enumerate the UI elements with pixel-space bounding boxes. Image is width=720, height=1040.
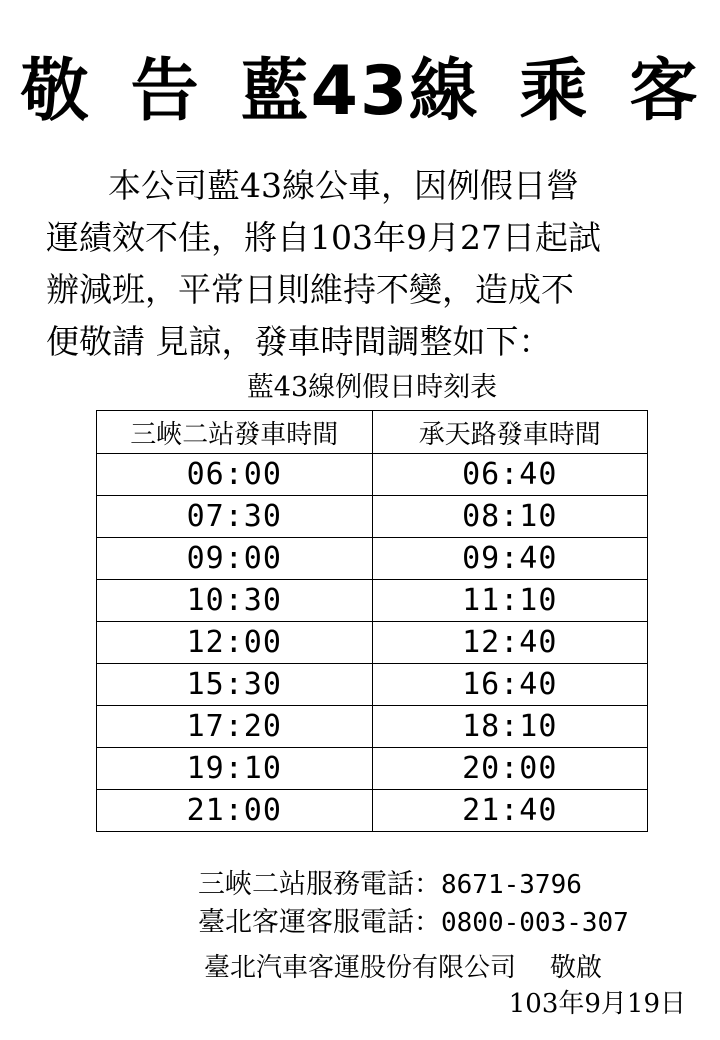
- title-word: 告: [130, 52, 201, 131]
- departure-time-chengtian: 06:40: [372, 454, 648, 496]
- departure-time-sanxia: 17:20: [97, 706, 373, 748]
- table-caption: 藍43線例假日時刻表: [246, 372, 498, 403]
- contact-label: 三峽二站服務電話：: [198, 869, 441, 900]
- departure-time-chengtian: 12:40: [372, 622, 648, 664]
- notice-title: [0, 44, 720, 140]
- notice-body: [46, 160, 696, 368]
- title-word: 客: [629, 52, 700, 131]
- company-signature: [204, 950, 602, 986]
- departure-time-chengtian: 21:40: [372, 790, 648, 832]
- departure-time-sanxia: 06:00: [97, 454, 373, 496]
- body-line: 便敬請 見諒，發車時間調整如下：: [46, 322, 552, 361]
- column-header-chengtian: 承天路發車時間: [372, 411, 648, 454]
- departure-time-sanxia: 12:00: [97, 622, 373, 664]
- departure-time-chengtian: 08:10: [372, 496, 648, 538]
- schedule-table: [96, 410, 648, 832]
- departure-time-sanxia: 10:30: [97, 580, 373, 622]
- table-row: [97, 496, 648, 538]
- column-header-sanxia: 三峽二站發車時間: [97, 411, 373, 454]
- departure-time-chengtian: 09:40: [372, 538, 648, 580]
- company-name: 臺北汽車客運股份有限公司: [204, 953, 517, 983]
- departure-time-sanxia: 07:30: [97, 496, 373, 538]
- departure-time-chengtian: 16:40: [372, 664, 648, 706]
- departure-time-chengtian: 18:10: [372, 706, 648, 748]
- title-word: 乘: [519, 52, 590, 131]
- contact-label: 臺北客運客服電話：: [198, 907, 441, 938]
- regards-text: 敬啟: [550, 953, 603, 983]
- body-line: 本公司藍43線公車，因例假日營: [108, 166, 579, 205]
- table-row: [97, 790, 648, 832]
- table-row: [97, 622, 648, 664]
- table-header-row: [97, 411, 648, 454]
- body-line: 運績效不佳，將自103年9月27日起試: [46, 218, 601, 257]
- table-row: [97, 580, 648, 622]
- table-row: [97, 706, 648, 748]
- phone-number: 8671-3796: [441, 870, 582, 900]
- departure-time-sanxia: 15:30: [97, 664, 373, 706]
- departure-time-chengtian: 20:00: [372, 748, 648, 790]
- title-word: 敬: [20, 52, 91, 131]
- departure-time-sanxia: 09:00: [97, 538, 373, 580]
- table-row: [97, 454, 648, 496]
- departure-time-sanxia: 21:00: [97, 790, 373, 832]
- title-word: 藍43線: [240, 52, 480, 131]
- body-line: 辦減班，平常日則維持不變，造成不: [46, 270, 574, 309]
- departure-time-sanxia: 19:10: [97, 748, 373, 790]
- table-row: [97, 748, 648, 790]
- departure-time-chengtian: 11:10: [372, 580, 648, 622]
- phone-number: 0800-003-307: [441, 908, 629, 938]
- contact-info: [198, 866, 629, 942]
- notice-date: 103年9月19日: [508, 989, 686, 1019]
- table-row: [97, 664, 648, 706]
- contact-line: [198, 866, 629, 904]
- contact-line: [198, 904, 629, 942]
- table-row: [97, 538, 648, 580]
